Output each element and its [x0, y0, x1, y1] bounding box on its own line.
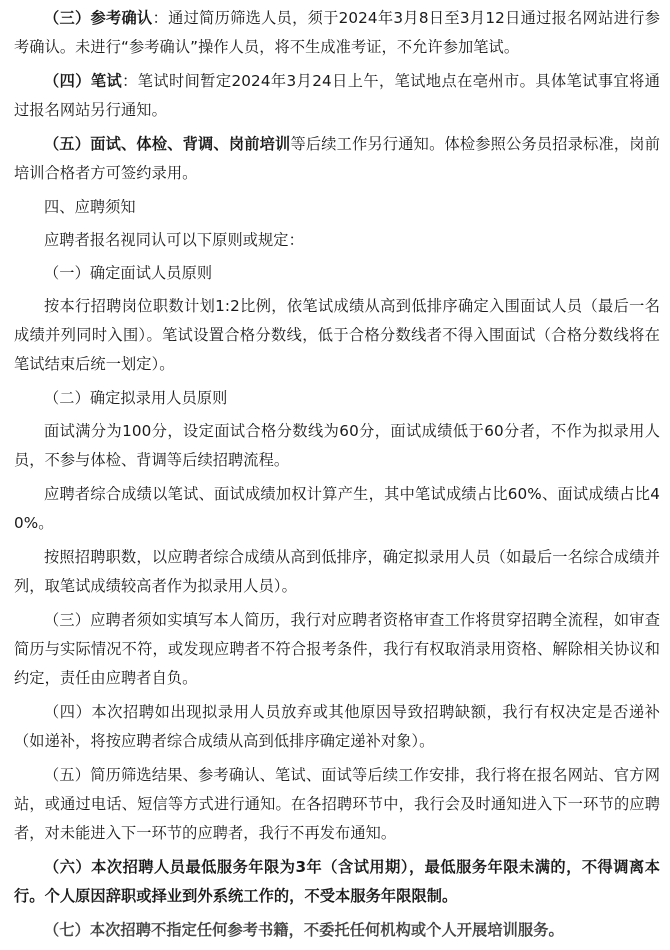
paragraph-notification: （五）简历筛选结果、参考确认、笔试、面试等后续工作安排，我行将在报名网站、官方网站，或通过电话、短信等方式进行通知。在各招聘环节中，我行会及时通知进入下一环节的应聘者，对未能进入下一环节的应聘者，我行不再发布通知。	[14, 766, 660, 842]
subheading-interview-principle: （一）确定面试人员原则	[44, 264, 213, 282]
paragraph-intro: 应聘者报名视同认可以下原则或规定：	[44, 231, 304, 249]
paragraph-interview-followup	[14, 130, 660, 188]
paragraph-lead: （五）面试、体检、背调、岗前培训	[44, 135, 291, 153]
section-heading-application-notes: 四、应聘须知	[44, 198, 136, 216]
paragraph-resume-truth: （三）应聘者须如实填写本人简历，我行对应聘者资格审查工作将贯穿招聘全流程，如审查简历与实际情况不符，或发现应聘者不符合报考条件，我行有权取消录用资格、解除相关协议和约定，责任由应聘者自负。	[14, 611, 660, 687]
paragraph-text: ：通过简历筛选人员，须于2024年3月8日至3月12日通过报名网站进行参考确认。未进行“参考确认”操作人员，将不生成准考证，不允许参加笔试。	[14, 9, 660, 56]
paragraph-lead: （三）参考确认	[44, 9, 153, 27]
subheading-hiring-principle: （二）确定拟录用人员原则	[44, 389, 228, 407]
paragraph-reference-confirmation	[14, 4, 660, 62]
paragraph-interview-principle: 按本行招聘岗位职数计划1:2比例，依笔试成绩从高到低排序确定入围面试人员（最后一名成绩并列同时入围）。笔试设置合格分数线，低于合格分数线者不得入围面试（合格分数线将在笔试结束后统一划定）。	[14, 297, 660, 373]
paragraph-written-exam	[14, 67, 660, 125]
paragraph-lead: （四）笔试	[44, 72, 123, 90]
paragraph-ranking: 按照招聘职数，以应聘者综合成绩从高到低排序，确定拟录用人员（如最后一名综合成绩并列，取笔试成绩较高者作为拟录用人员）。	[14, 548, 660, 595]
paragraph-service-term: （六）本次招聘人员最低服务年限为3年（含试用期），最低服务年限未满的，不得调离本行。个人原因辞职或择业到外系统工作的，不受本服务年限限制。	[14, 858, 660, 905]
paragraph-vacancy-fill: （四）本次招聘如出现拟录用人员放弃或其他原因导致招聘缺额，我行有权决定是否递补（如递补，将按应聘者综合成绩从高到低排序确定递补对象）。	[14, 703, 660, 750]
paragraph-interview-score: 面试满分为100分，设定面试合格分数线为60分，面试成绩低于60分者，不作为拟录用人员，不参与体检、背调等后续招聘流程。	[14, 422, 660, 469]
paragraph-weighted-score: 应聘者综合成绩以笔试、面试成绩加权计算产生，其中笔试成绩占比60%、面试成绩占比40%。	[14, 485, 660, 532]
paragraph-text: ：笔试时间暂定2024年3月24日上午，笔试地点在亳州市。具体笔试事宜将通过报名网站另行通知。	[14, 72, 660, 119]
paragraph-no-reference-books: （七）本次招聘不指定任何参考书籍，不委托任何机构或个人开展培训服务。	[44, 921, 564, 939]
paragraph-text: 等后续工作另行通知。体检参照公务员招录标准，岗前培训合格者方可签约录用。	[14, 135, 660, 182]
